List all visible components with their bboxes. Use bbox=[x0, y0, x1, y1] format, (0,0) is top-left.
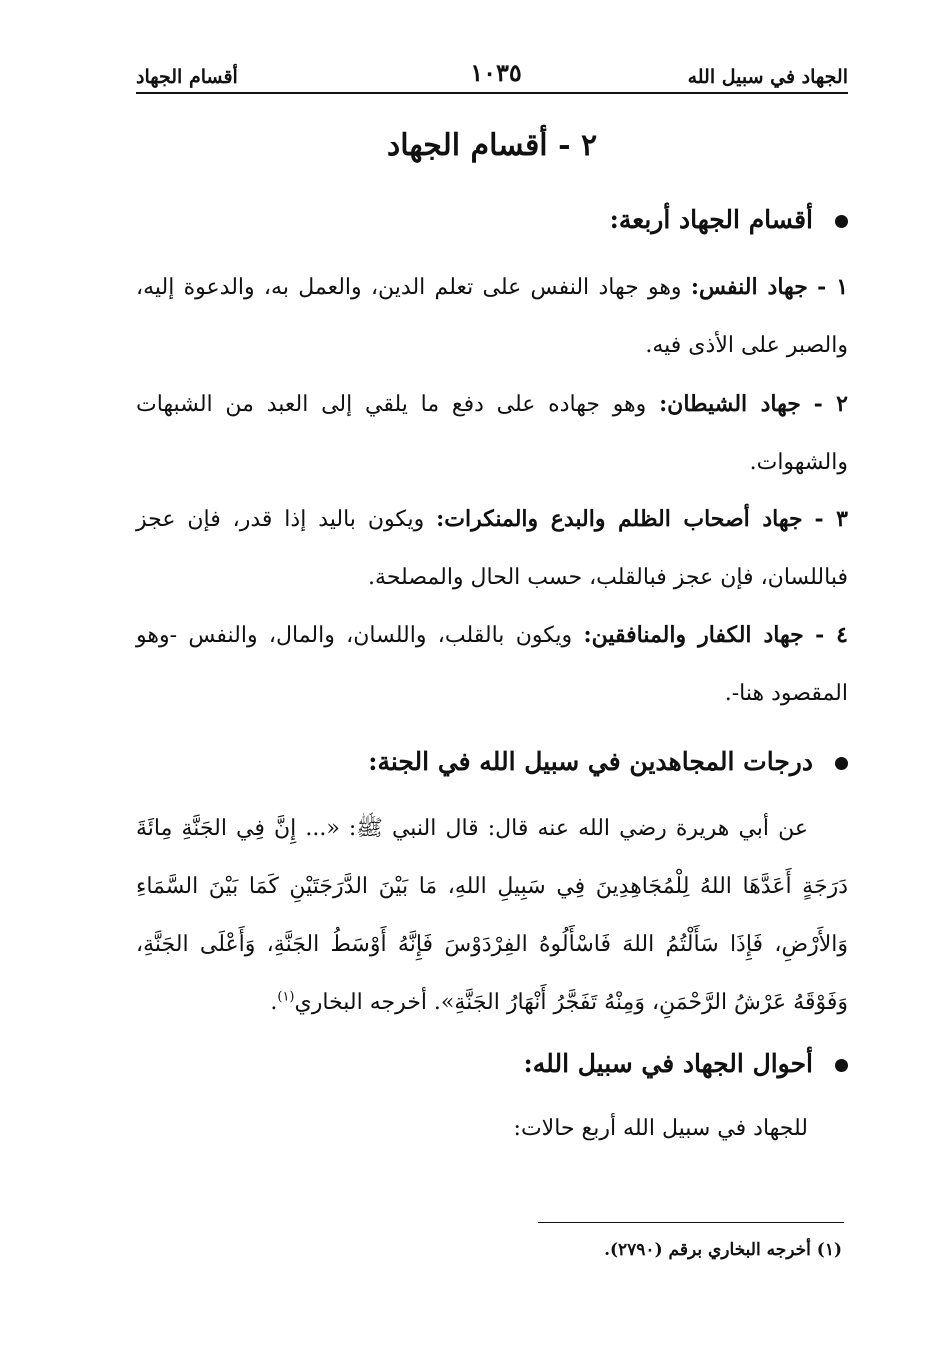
item-number: ١ - bbox=[817, 274, 849, 300]
hadith-paragraph bbox=[136, 800, 848, 1032]
chapter-heading: ٢ - أقسام الجهاد bbox=[386, 128, 598, 163]
states-paragraph bbox=[136, 1100, 848, 1158]
list-item bbox=[136, 606, 848, 723]
page-number: ١٠٣٥ bbox=[470, 58, 522, 87]
item-term: جهاد الشيطان: bbox=[659, 391, 801, 417]
item-number: ٣ - bbox=[814, 506, 848, 532]
footnote-ref[interactable]: (١) bbox=[277, 989, 295, 1005]
section-title: أقسام الجهاد bbox=[136, 66, 238, 88]
states-text: للجهاد في سبيل الله أربع حالات: bbox=[513, 1116, 808, 1141]
section-heading-text: درجات المجاهدين في سبيل الله في الجنة: bbox=[368, 747, 813, 776]
item-number: ٤ - bbox=[815, 622, 848, 648]
item-number: ٢ - bbox=[813, 391, 848, 417]
item-term: جهاد الكفار والمنافقين: bbox=[583, 622, 804, 648]
item-term: جهاد أصحاب الظلم والبدع والمنكرات: bbox=[436, 506, 803, 532]
section-heading-text: أقسام الجهاد أربعة: bbox=[609, 205, 813, 234]
section-heading-types bbox=[136, 200, 858, 240]
hadith-text: عن أبي هريرة رضي الله عنه قال: قال النبي ﷺ: «... إِنَّ فِي الجَنَّةِ مِائَةَ دَرَجَةٍ أَعَدَّهَا اللهُ لِلْمُجَاهِدِينَ فِي سَبِيلِ اللهِ، مَا بَيْنَ الدَّرَجَتَيْنِ كَمَا بَيْنَ السَّمَاءِ وَالأَرْضِ، فَإِذَا سَأَلْتُمُ اللهَ فَاسْأَلُوهُ الفِرْدَوْسَ فَإِنَّهُ أَوْسَطُ الجَنَّةِ، وَأَعْلَى الجَنَّةِ، وَفَوْقَهُ عَرْشُ الرَّحْمَنِ، وَمِنْهُ تَفَجَّرُ أَنْهَارُ الجَنَّةِ». أخرجه البخاري bbox=[136, 816, 848, 1015]
hadith-end: . bbox=[270, 990, 278, 1015]
section-heading-ranks bbox=[136, 742, 858, 782]
list-item bbox=[136, 258, 848, 375]
item-text: وهو جهاده على دفع ما يلقي إلى العبد من الشبهات والشهوات. bbox=[136, 392, 848, 475]
item-text: ويكون باليد إذا قدر، فإن عجز فباللسان، فإن عجز فبالقلب، حسب الحال والمصلحة. bbox=[136, 507, 848, 590]
bullet-icon bbox=[835, 1059, 848, 1072]
item-term: جهاد النفس: bbox=[690, 274, 808, 300]
bullet-icon bbox=[835, 757, 848, 770]
bullet-icon bbox=[835, 215, 848, 228]
running-header bbox=[136, 58, 848, 94]
list-item bbox=[136, 490, 848, 607]
header-rule bbox=[136, 92, 848, 94]
footnote: (١) أخرجه البخاري برقم (٢٧٩٠). bbox=[604, 1240, 842, 1260]
book-title: الجهاد في سبيل الله bbox=[687, 66, 848, 88]
footnote-rule bbox=[538, 1222, 844, 1223]
section-heading-text: أحوال الجهاد في سبيل الله: bbox=[523, 1049, 813, 1078]
item-text: ويكون بالقلب، واللسان، والمال، والنفس -وهو المقصود هنا-. bbox=[136, 623, 848, 706]
list-item bbox=[136, 375, 848, 492]
section-heading-states bbox=[136, 1044, 858, 1084]
item-text: وهو جهاد النفس على تعلم الدين، والعمل به، والدعوة إليه، والصبر على الأذى فيه. bbox=[136, 275, 848, 358]
